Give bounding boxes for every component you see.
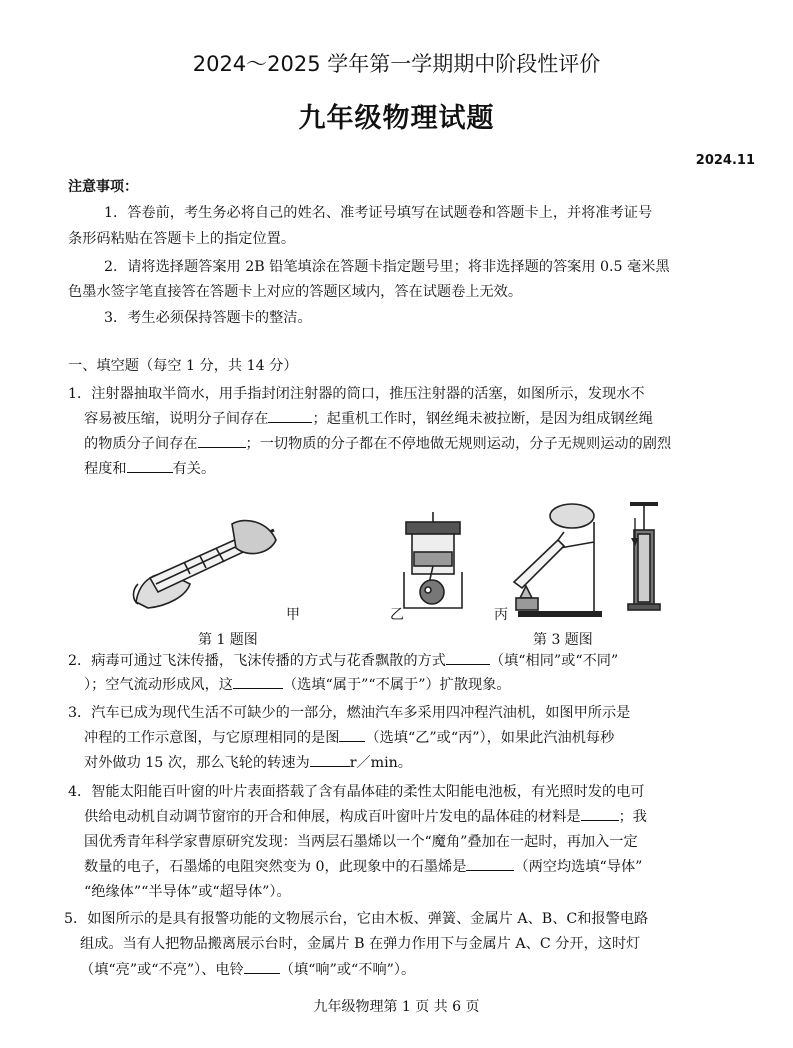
q2-line-1 — [68, 648, 618, 674]
q3-text: （选填“乙”或“丙”），如果此汽油机每秒 — [365, 730, 615, 746]
notice-item-2-line-2: 色墨水签字笔直接答在答题卡上对应的答题区域内，答在试题卷上无效。 — [68, 284, 523, 300]
q4-text: ；我 — [618, 809, 647, 825]
q2-text: ）；空气流动形成风，这 — [84, 677, 233, 693]
figure-label-jia: 甲 — [286, 607, 300, 623]
q2-text: （选填“属于”“不属于”）扩散现象。 — [282, 677, 511, 693]
q3-line-3 — [84, 750, 412, 776]
exam-header-title: 2024～2025 学年第一学期期中阶段性评价 — [192, 52, 601, 76]
answer-blank[interactable] — [244, 959, 280, 974]
notice-item-1-line-1: 1．答卷前，考生务必将自己的姓名、准考证号填写在试题卷和答题卡上，并将准考证号 — [104, 205, 653, 221]
q4-line-3: 国优秀青年科学家曹原研究发现：当两层石墨烯以一个“魔角”叠加在一起时，再加入一定 — [84, 834, 638, 850]
q3-text: 对外做功 15 次，那么飞轮的转速为 — [84, 755, 310, 771]
q5-line-2: 组成。当有人把物品搬离展示台时，金属片 B 在弹力作用下与金属片 A、C 分开，这时灯 — [80, 936, 641, 952]
q1-text: 有关。 — [172, 461, 216, 477]
engine-cylinder-figure — [398, 512, 468, 612]
q1-text: 的物质分子间存在 — [84, 436, 198, 452]
q1-text: ；起重机工作时，钢丝绳未被拉断，是因为组成钢丝绳 — [312, 411, 653, 427]
q2-text: 2．病毒可通过飞沫传播，飞沫传播的方式与花香飘散的方式 — [68, 653, 446, 669]
notice-title: 注意事项： — [68, 179, 138, 195]
q4-line-2 — [84, 804, 647, 830]
q1-line-3 — [84, 431, 671, 457]
q5-text: （填“亮”或“不亮”）、电铃 — [80, 962, 244, 978]
answer-blank[interactable] — [127, 458, 173, 473]
answer-blank[interactable] — [581, 806, 619, 821]
air-compression-figure — [624, 500, 664, 612]
answer-blank[interactable] — [268, 408, 312, 423]
q5-line-3 — [80, 957, 415, 983]
q4-line-5: “绝缘体”“半导体”或“超导体”）。 — [84, 884, 291, 900]
q4-text: 供给电动机自动调节窗帘的开合和伸展，构成百叶窗叶片发电的晶体硅的材料是 — [84, 809, 581, 825]
q3-text: 冲程的工作示意图，与它原理相同的是图 — [84, 730, 340, 746]
q3-line-2 — [84, 725, 614, 751]
heating-test-tube-figure — [498, 502, 608, 622]
answer-blank[interactable] — [339, 727, 365, 742]
q3-line-1: 3．汽车已成为现代生活不可缺少的一部分，燃油汽车多采用四冲程汽油机，如图甲所示是 — [68, 705, 631, 721]
syringe-figure — [128, 518, 280, 610]
figure-caption-1: 第 1 题图 — [198, 632, 258, 648]
q4-line-1: 4．智能太阳能百叶窗的叶片表面搭载了含有晶体硅的柔性太阳能电池板，有光照时发的电可 — [68, 784, 645, 800]
answer-blank[interactable] — [198, 433, 246, 448]
page-footer: 九年级物理第 1 页 共 6 页 — [313, 999, 480, 1015]
section-heading: 一、填空题（每空 1 分，共 14 分） — [68, 358, 298, 374]
figure-caption-3: 第 3 题图 — [533, 632, 593, 648]
q1-line-4 — [84, 456, 215, 482]
q4-text: 数量的电子，石墨烯的电阻突然变为 0，此现象中的石墨烯是 — [84, 859, 467, 875]
exam-date: 2024.11 — [695, 153, 755, 168]
notice-item-3: 3．考生必须保持答题卡的整洁。 — [104, 310, 312, 326]
figure-label-bing: 丙 — [494, 607, 508, 623]
answer-blank[interactable] — [466, 856, 514, 871]
figure-label-yi: 乙 — [390, 607, 404, 623]
q1-text: 容易被压缩，说明分子间存在 — [84, 411, 269, 427]
q4-text: （两空均选填“导体” — [514, 859, 643, 875]
q1-line-2 — [84, 406, 653, 432]
q3-text: r／min。 — [349, 755, 412, 771]
q4-line-4 — [84, 854, 642, 880]
exam-subtitle: 九年级物理试题 — [298, 103, 495, 134]
q1-text: 程度和 — [84, 461, 127, 477]
answer-blank[interactable] — [446, 650, 490, 665]
q1-line-1: 1．注射器抽取半筒水，用手指封闭注射器的筒口，推压注射器的活塞，如图所示，发现水不 — [68, 386, 645, 402]
notice-item-1-line-2: 条形码粘贴在答题卡上的指定位置。 — [68, 231, 296, 247]
answer-blank[interactable] — [233, 674, 283, 689]
q1-text: ；一切物质的分子都在不停地做无规则运动，分子无规则运动的剧烈 — [245, 436, 672, 452]
q2-line-2 — [84, 672, 511, 698]
notice-item-2-line-1: 2．请将选择题答案用 2B 铅笔填涂在答题卡指定题号里；将非选择题的答案用 0.5 毫米黑 — [104, 259, 670, 275]
q2-text: （填“相同”或“不同” — [489, 653, 619, 669]
q5-text: （填“响”或“不响”）。 — [279, 962, 416, 978]
down-arrow-icon — [630, 518, 640, 548]
q5-line-1: 5．如图所示的是具有报警功能的文物展示台，它由木板、弹簧、金属片 A、B、C和报警电路 — [64, 911, 649, 927]
answer-blank[interactable] — [310, 752, 350, 767]
